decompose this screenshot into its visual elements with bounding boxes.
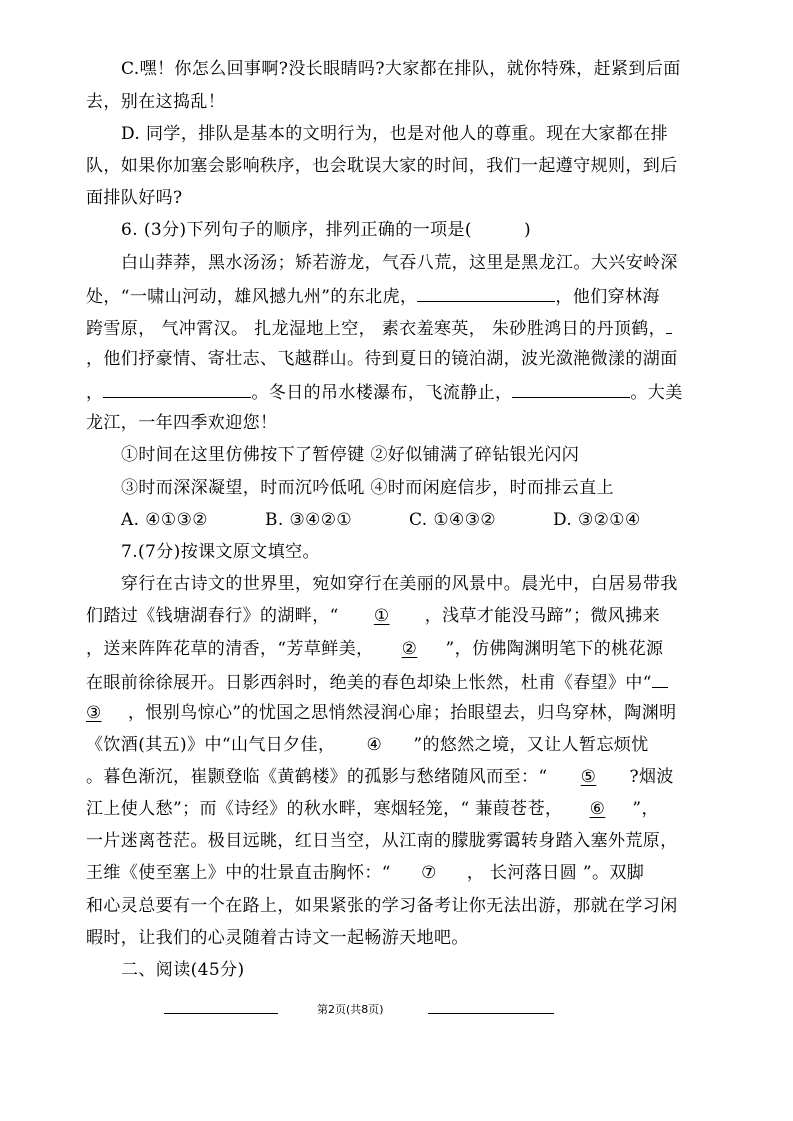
q6-blank-1[interactable] (417, 285, 555, 302)
q7-line10 (86, 863, 711, 883)
q6-passage-line3-a: 跨雪原， 气冲霄汉。 扎龙湿地上空， 素衣羞寒英， 朱砂胜鸿日的丹顶鹤， (86, 319, 667, 339)
q7-line4-a: 在眼前徐徐展开。日影西斜时，绝美的春色却染上怅然，杜甫《春望》中“ (86, 673, 652, 693)
q6-passage-line5-c: 。大美 (630, 383, 683, 403)
q6-passage-line2-a: 处，“一啸山河动，雄风撼九州”的东北虎， (86, 287, 418, 307)
q7-line9: 一片迷离苍茫。极目远眺，红日当空，从江南的朦胧雾霭转身踏入塞外荒原， (86, 831, 678, 851)
q6-passage-line4: ，他们抒豪情、寄壮志、飞越群山。待到夏日的镜泊湖，波光潋滟微漾的湖面 (86, 349, 678, 369)
q7-line8 (86, 799, 711, 819)
q7-line4 (86, 671, 711, 693)
q5-option-d-line2: 队，如果你加塞会影响秩序，也会耽误大家的时间，我们一起遵守规则，到后 (86, 156, 678, 176)
q7-line3 (86, 639, 711, 659)
q7-blank-3-start[interactable] (652, 671, 668, 688)
q7-line1: 穿行在古诗文的世界里，宛如穿行在美丽的风景中。晨光中，白居易带我 (121, 574, 678, 594)
q7-line7-a: 。暮色渐沉，崔颢登临《黄鹤楼》的孤影与愁绪随风而至：“ (86, 767, 548, 787)
q6-sentences-1-2: ①时间在这里仿佛按下了暂停键 ②好似铺满了碎钻银光闪闪 (121, 445, 580, 465)
q5-option-d-line1: D. 同学，排队是基本的文明行为，也是对他人的尊重。现在大家都在排 (121, 124, 669, 144)
q6-stem (121, 220, 711, 240)
q7-stem: 7.(7分)按课文原文填空。 (121, 542, 320, 562)
q6-option-a[interactable]: A. ④①③② (121, 510, 208, 530)
q6-blank-2[interactable] (666, 317, 672, 334)
q6-passage-line2-b: ，他们穿林海 (555, 287, 660, 307)
q5-option-c-line2: 去，别在这捣乱！ (86, 92, 226, 112)
footer-line-right (428, 1013, 554, 1014)
q7-blank-5[interactable]: ⑤ (580, 767, 597, 787)
footer-line-left (164, 1013, 278, 1014)
q7-line8-a: 江上使人愁”；而《诗经》的秋水畔，寒烟轻笼，“ 蒹葭苍苍， (86, 799, 563, 819)
q7-line3-a: ，送来阵阵花草的清香，“芳草鲜美， (86, 639, 374, 659)
q7-line2-b: ，浅草才能没马蹄”；微风拂来 (424, 606, 660, 626)
q7-blank-3[interactable]: ③ (86, 703, 102, 723)
q7-blank-6[interactable]: ⑥ (589, 799, 606, 819)
q7-blank-7[interactable]: ⑦ (421, 863, 437, 883)
q7-line2-a: 们踏过《钱塘湖春行》的湖畔，“ (86, 606, 339, 626)
q6-passage-line1: 白山莽莽，黑水汤汤；矫若游龙，气吞八荒，这里是黑龙江。大兴安岭深 (121, 253, 678, 273)
q6-options (121, 510, 711, 530)
q6-option-b[interactable]: B. ③④②① (265, 510, 353, 530)
q7-line12: 暇时，让我们的心灵随着古诗文一起畅游天地吧。 (86, 928, 469, 948)
q6-blank-4[interactable] (512, 381, 630, 398)
q6-stem-close: ) (523, 220, 531, 240)
q7-line2 (86, 606, 711, 626)
q5-option-d-line3: 面排队好吗? (86, 188, 183, 208)
q7-blank-2[interactable]: ② (401, 639, 418, 659)
q7-line7 (86, 767, 711, 787)
q5-option-c-line1: C.嘿！你怎么回事啊?没长眼睛吗?大家都在排队，就你特殊，赶紧到后面 (121, 59, 681, 79)
q6-passage-line5 (86, 381, 711, 403)
q6-passage-line5-b: 。冬日的吊水楼瀑布，飞流静止， (251, 383, 513, 403)
page-number: 第2页(共8页) (317, 1003, 384, 1016)
q6-passage-line3 (86, 317, 711, 339)
q7-line6-b: ”的悠然之境，又让人暂忘烦忧 (413, 735, 649, 755)
q7-line11: 和心灵总要有一个在路上，如果紧张的学习备考让你无法出游，那就在学习闲 (86, 896, 678, 916)
q7-line6 (86, 735, 711, 755)
q7-blank-4[interactable]: ④ (366, 735, 383, 755)
q6-stem-text: 6. (3分)下列句子的顺序，排列正确的一项是( (121, 220, 472, 240)
q7-line6-a: 《饮酒(其五)》中“山气日夕佳， (86, 735, 336, 755)
q6-sentences-3-4: ③时而深深凝望，时而沉吟低吼 ④时而闲庭信步，时而排云直上 (121, 478, 615, 498)
q7-line7-b: ?烟波 (629, 767, 674, 787)
q7-blank-1[interactable]: ① (373, 606, 390, 626)
q6-option-d[interactable]: D. ③②①④ (553, 510, 641, 530)
q7-line10-b: ， 长河落日圆 ”。双脚 (466, 863, 645, 883)
q6-blank-3[interactable] (103, 381, 251, 398)
q6-passage-line6: 龙江，一年四季欢迎您！ (86, 413, 278, 433)
q6-option-c[interactable]: C. ①④③② (409, 510, 496, 530)
q7-line10-a: 王维《使至塞上》中的壮景直击胸怀：“ (86, 863, 391, 883)
q7-line5-b: ，恨别鸟惊心”的忧国之思悄然浸润心扉；抬眼望去，归鸟穿林，陶渊明 (128, 703, 677, 723)
q6-passage-line2 (86, 285, 711, 307)
q6-passage-line5-a: ， (86, 383, 104, 403)
section-2-heading: 二、阅读(45分) (121, 960, 245, 980)
q7-line5 (86, 703, 711, 723)
q7-line8-b: ”， (632, 799, 659, 819)
q7-line3-b: ”，仿佛陶渊明笔下的桃花源 (445, 639, 664, 659)
